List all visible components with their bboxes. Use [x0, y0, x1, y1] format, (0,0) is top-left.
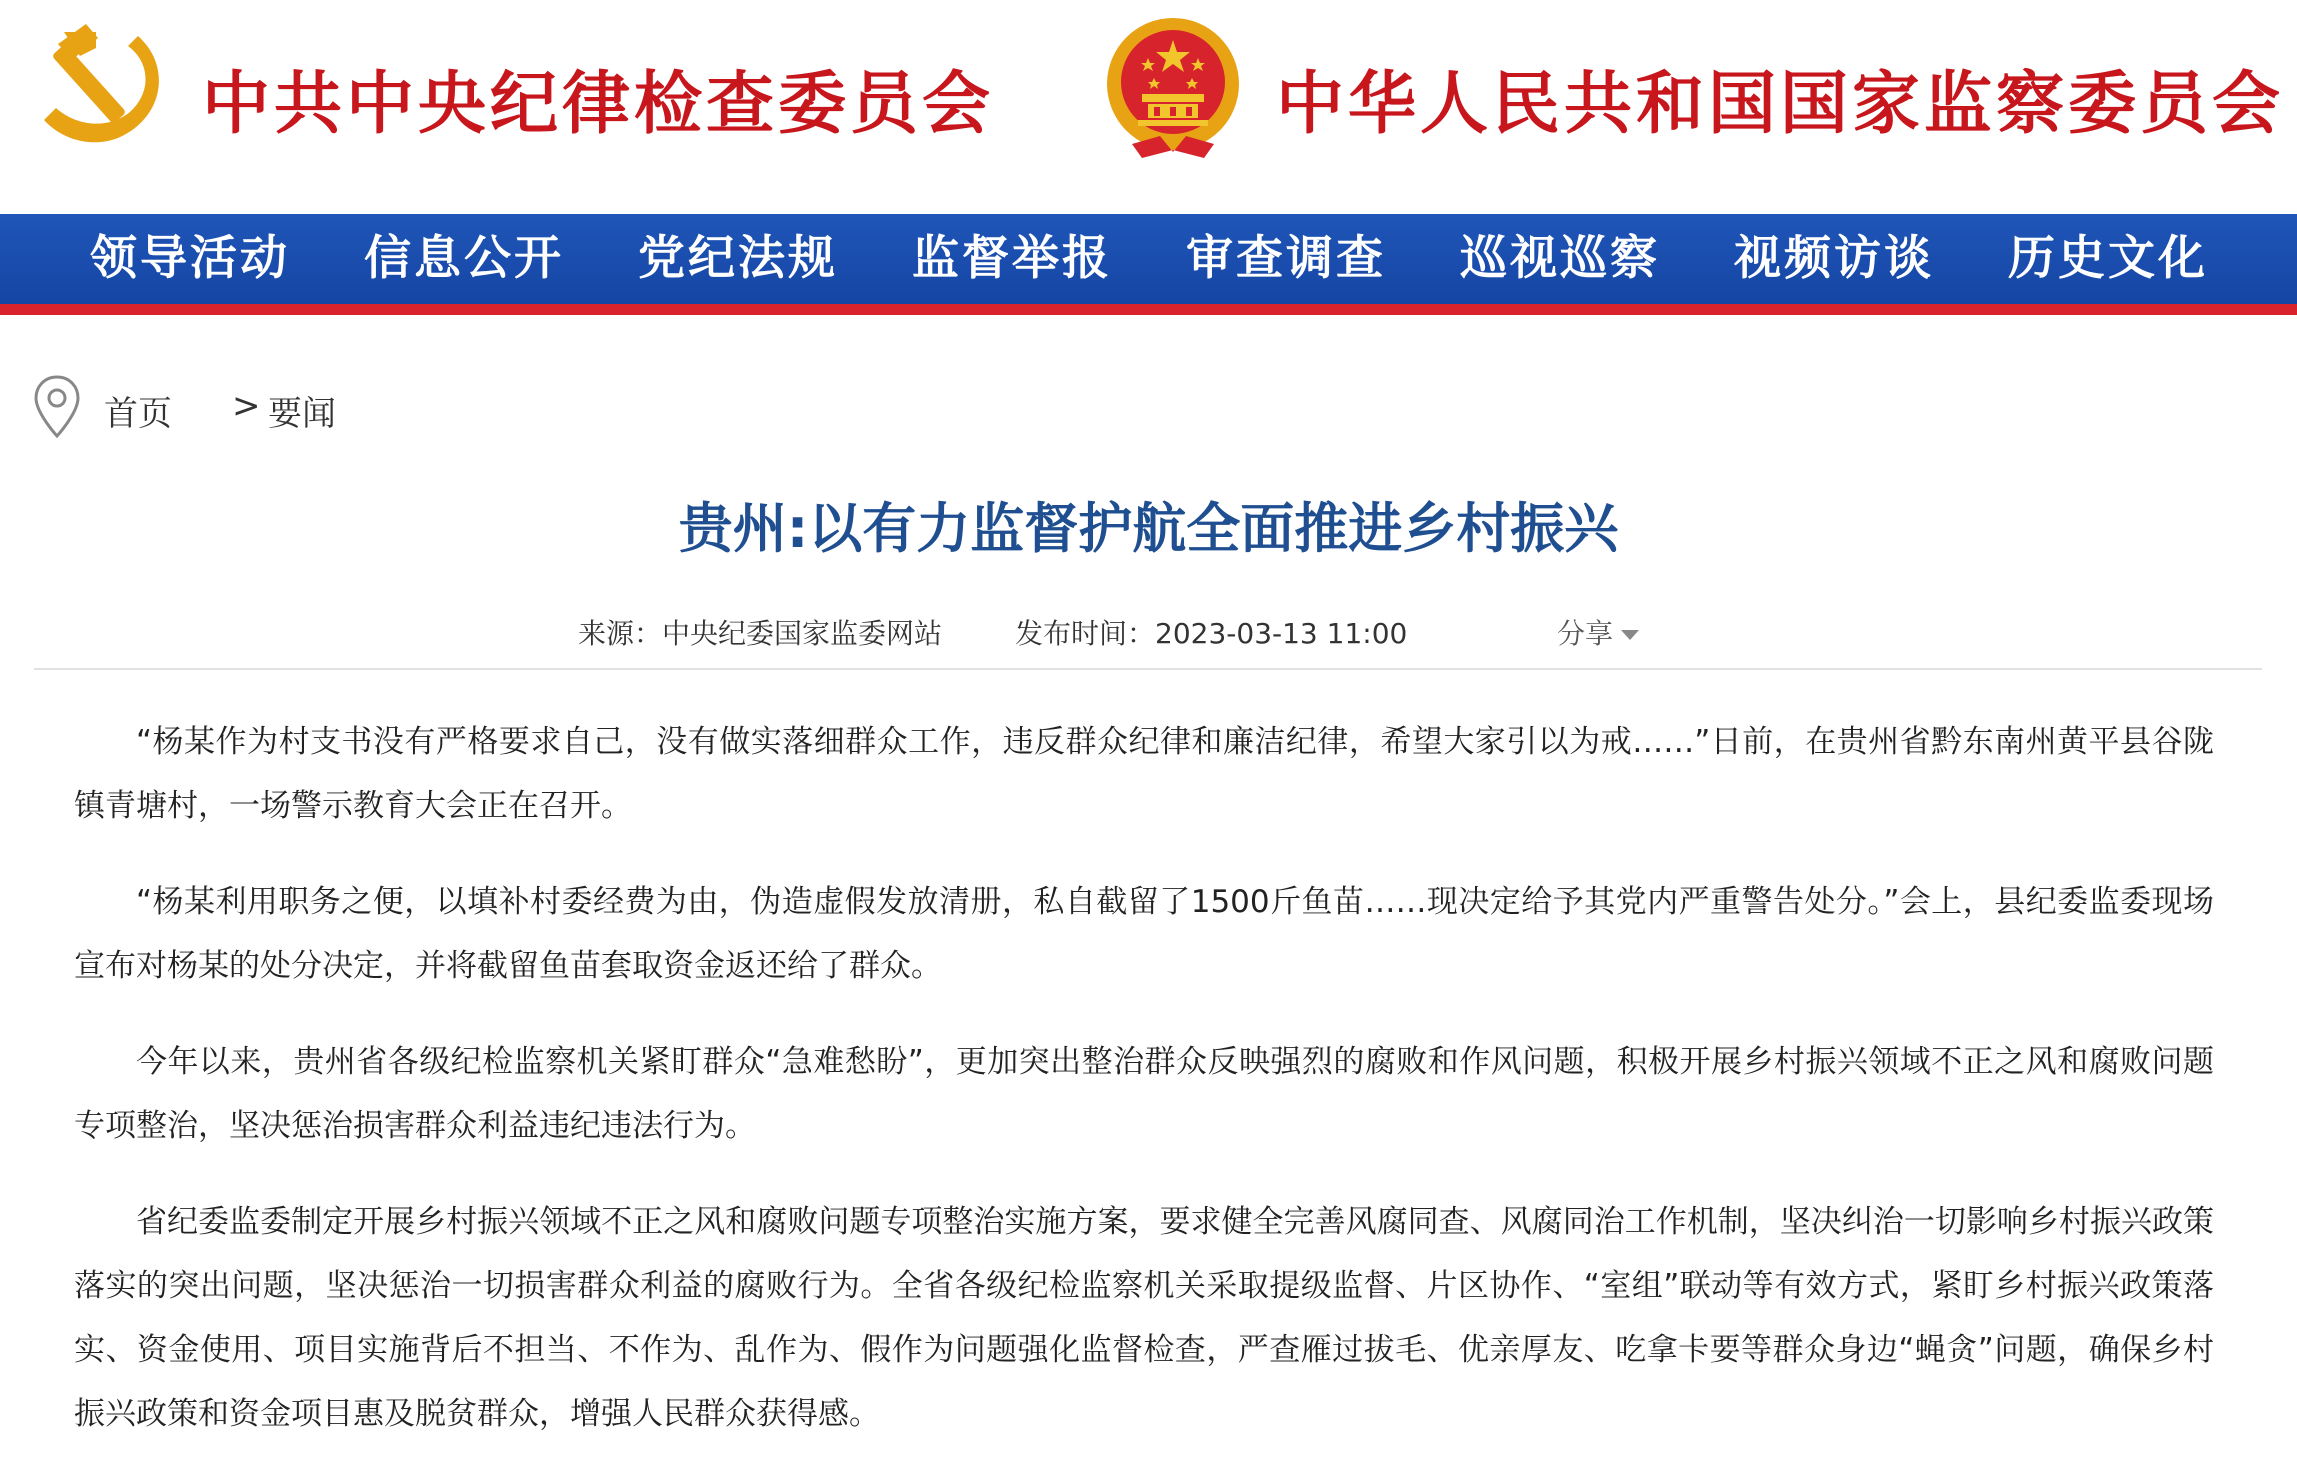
- nav-item-inspection[interactable]: 巡视巡察: [1460, 231, 1660, 286]
- nav-item-report[interactable]: 监督举报: [912, 231, 1112, 286]
- site-header: [0, 0, 2297, 214]
- nav-item-history[interactable]: 历史文化: [2008, 231, 2208, 286]
- nav-divider: [0, 304, 2297, 315]
- share-button[interactable]: [1557, 612, 1639, 652]
- publish-time-label: 发布时间：: [1015, 617, 1156, 650]
- state-commission-title: 中华人民共和国国家监察委员会: [1276, 64, 2285, 144]
- share-label: 分享: [1557, 617, 1614, 650]
- nav-item-video[interactable]: 视频访谈: [1734, 231, 1934, 286]
- breadcrumb-home-link[interactable]: 首页: [104, 394, 172, 434]
- source-label: 来源：: [578, 617, 663, 650]
- article-paragraph: “杨某利用职务之便，以填补村委经费为由，伪造虚假发放清册，私自截留了1500斤鱼苗……现决定给予其党内严重警告处分。”会上，县纪委监委现场宣布对杨某的处分决定，并将截留鱼苗套取资金返还给了群众。: [74, 884, 2214, 984]
- article-paragraph: 省纪委监委制定开展乡村振兴领域不正之风和腐败问题专项整治实施方案，要求健全完善风腐同查、风腐同治工作机制，坚决纠治一切影响乡村振兴政策落实的突出问题，坚决惩治一切损害群众利益的腐败行为。全省各级纪检监察机关采取提级监督、片区协作、“室组”联动等有效方式，紧盯乡村振兴政策落实、资金使用、项目实施背后不担当、不作为、乱作为、假作为问题强化监督检查，严查雁过拔毛、优亲厚友、吃拿卡要等群众身边“蝇贪”问题，确保乡村振兴政策和资金项目惠及脱贫群众，增强人民群众获得感。: [74, 1204, 2214, 1432]
- nav-item-leaders[interactable]: 领导活动: [90, 231, 290, 286]
- breadcrumb-separator: >: [232, 386, 261, 426]
- publish-time-value: 2023-03-13 11:00: [1155, 617, 1408, 650]
- national-emblem-icon[interactable]: [1102, 12, 1244, 162]
- article-body: [74, 710, 2214, 1478]
- article-title: 贵州:以有力监督护航全面推进乡村振兴: [678, 497, 1619, 560]
- article-source: [578, 612, 942, 652]
- article-paragraph: “杨某作为村支书没有严格要求自己，没有做实落细群众工作，违反群众纪律和廉洁纪律，希望大家引以为戒……”日前，在贵州省黔东南州黄平县谷陇镇青塘村，一场警示教育大会正在召开。: [74, 724, 2214, 824]
- breadcrumb-current-link[interactable]: 要闻: [268, 394, 336, 434]
- cpc-commission-title: 中共中央纪律检查委员会: [202, 64, 995, 144]
- nav-item-disclosure[interactable]: 信息公开: [364, 231, 564, 286]
- chevron-down-icon: [1621, 630, 1639, 640]
- nav-item-regulations[interactable]: 党纪法规: [638, 231, 838, 286]
- party-emblem-icon[interactable]: [34, 14, 170, 150]
- nav-item-investigation[interactable]: 审查调查: [1186, 231, 1386, 286]
- article-publish-time: [1015, 612, 1407, 652]
- main-nav: [0, 214, 2297, 304]
- source-value: 中央纪委国家监委网站: [662, 617, 943, 650]
- article-paragraph: 今年以来，贵州省各级纪检监察机关紧盯群众“急难愁盼”，更加突出整治群众反映强烈的腐败和作风问题，积极开展乡村振兴领域不正之风和腐败问题专项整治，坚决惩治损害群众利益违纪违法行为。: [74, 1044, 2214, 1144]
- meta-divider: [34, 668, 2262, 670]
- location-pin-icon: [32, 374, 82, 440]
